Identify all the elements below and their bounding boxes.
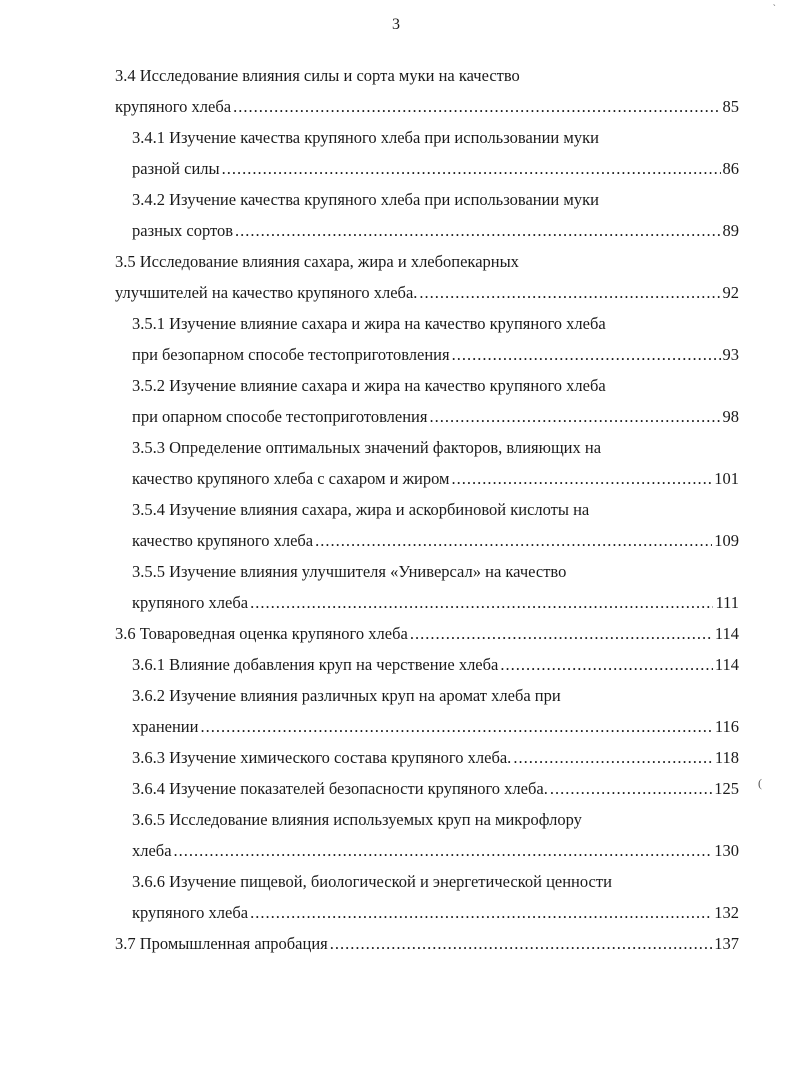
toc-entry-title-line: крупяного хлеба	[132, 903, 249, 922]
toc-entry	[115, 773, 739, 804]
toc-entry	[115, 680, 739, 742]
toc-entry-title-line: 3.6.5 Исследование влияния используемых круп на микрофлору	[132, 810, 582, 829]
toc-entry-last-line	[115, 618, 739, 649]
toc-entry	[115, 649, 739, 680]
dot-leader	[315, 525, 712, 556]
toc-entry-title-line: крупяного хлеба	[132, 593, 249, 612]
toc-entry-page-number: 101	[714, 469, 739, 488]
toc-entry-title-line: качество крупяного хлеба с сахаром и жиром	[132, 469, 450, 488]
toc-entry-page-number: 132	[714, 903, 739, 922]
toc-entry-title-line: 3.7 Промышленная апробация	[115, 934, 328, 953]
toc-entry-last-line	[132, 463, 739, 494]
toc-entry-title-line: разных сортов	[132, 221, 234, 240]
toc-entry-title-line: 3.4 Исследование влияния силы и сорта муки на качество	[115, 66, 520, 85]
toc-entry-title-line: 3.6.6 Изучение пищевой, биологической и энергетической ценности	[132, 872, 612, 891]
toc-entry-title-line: 3.6 Товароведная оценка крупяного хлеба	[115, 624, 408, 643]
toc-entry	[115, 308, 739, 370]
toc-entry-last-line	[132, 401, 739, 432]
toc-entry	[115, 370, 739, 432]
dot-leader	[222, 153, 721, 184]
toc-entry-page-number: 114	[714, 624, 739, 643]
toc-entry-title-line: 3.6.1 Влияние добавления круп на черствение хлеба	[132, 655, 499, 674]
dot-leader	[419, 277, 720, 308]
toc-entry-title-line: 3.6.2 Изучение влияния различных круп на аромат хлеба при	[132, 686, 561, 705]
toc-entry-title-line: при опарном способе тестоприготовления	[132, 407, 428, 426]
toc-entry	[115, 556, 739, 618]
dot-leader	[233, 91, 720, 122]
toc-entry	[115, 246, 739, 308]
toc-entry-last-line	[132, 215, 739, 246]
toc-entry-title-line: 3.5.4 Изучение влияния сахара, жира и аскорбиновой кислоты на	[132, 500, 590, 519]
toc-entry-page-number: 93	[722, 345, 739, 364]
toc-entry-last-line	[132, 742, 739, 773]
toc-entry-last-line	[132, 587, 739, 618]
toc-entry-title-line: 3.5.3 Определение оптимальных значений факторов, влияющих на	[132, 438, 602, 457]
toc-entry	[115, 494, 739, 556]
toc-entry-last-line	[115, 91, 739, 122]
toc-entry-title-line: 3.4.2 Изучение качества крупяного хлеба при использовании муки	[132, 190, 599, 209]
dot-leader	[452, 339, 721, 370]
toc-entry-title-line: хранении	[132, 717, 199, 736]
toc-entry-page-number: 118	[714, 748, 739, 767]
toc-entry-last-line	[132, 897, 739, 928]
toc-entry-page-number: 89	[722, 221, 739, 240]
toc-entry-last-line	[132, 153, 739, 184]
toc-entry	[115, 618, 739, 649]
dot-leader	[174, 835, 713, 866]
toc-entry	[115, 432, 739, 494]
toc-entry-title-line: 3.6.4 Изучение показателей безопасности крупяного хлеба.	[132, 779, 548, 798]
toc-entry-page-number: 125	[714, 779, 739, 798]
toc-entry	[115, 60, 739, 122]
toc-entry-title-line: улучшителей на качество крупяного хлеба.	[115, 283, 418, 302]
toc-entry-title-line: 3.6.3 Изучение химического состава крупяного хлеба.	[132, 748, 512, 767]
toc-entry-page-number: 86	[722, 159, 739, 178]
toc-entry-title-line: крупяного хлеба	[115, 97, 232, 116]
dot-leader	[451, 463, 712, 494]
toc-entry-last-line	[132, 773, 739, 804]
scan-mark-right: (	[758, 776, 762, 790]
dot-leader	[429, 401, 720, 432]
toc-entry	[115, 184, 739, 246]
dot-leader	[250, 587, 713, 618]
toc-entry-title-line: разной силы	[132, 159, 220, 178]
toc-entry-page-number: 114	[714, 655, 739, 674]
toc-entry	[115, 866, 739, 928]
toc-entry-page-number: 109	[714, 531, 739, 550]
toc-entry-last-line	[132, 649, 739, 680]
toc-entry-page-number: 130	[714, 841, 739, 860]
toc-entry-page-number: 85	[722, 97, 739, 116]
dot-leader	[500, 649, 713, 680]
toc-entry-page-number: 137	[714, 934, 739, 953]
toc-entry-title-line: 3.5.5 Изучение влияния улучшителя «Универсал» на качество	[132, 562, 567, 581]
toc-entry	[115, 804, 739, 866]
dot-leader	[330, 928, 713, 959]
toc-entry	[115, 122, 739, 184]
toc-entry-last-line	[132, 339, 739, 370]
toc-entry-title-line: качество крупяного хлеба	[132, 531, 314, 550]
dot-leader	[200, 711, 712, 742]
toc-entry-title-line: при безопарном способе тестоприготовления	[132, 345, 450, 364]
toc-entry-title-line: 3.5.1 Изучение влияние сахара и жира на качество крупяного хлеба	[132, 314, 606, 333]
dot-leader	[513, 742, 713, 773]
toc-entry-title-line: 3.4.1 Изучение качества крупяного хлеба при использовании муки	[132, 128, 599, 147]
toc-entry-last-line	[132, 835, 739, 866]
toc-entry-last-line	[132, 525, 739, 556]
dot-leader	[550, 773, 712, 804]
toc-entry	[115, 928, 739, 959]
toc-entry-last-line	[132, 711, 739, 742]
dot-leader	[410, 618, 713, 649]
toc-entry	[115, 742, 739, 773]
table-of-contents	[115, 60, 739, 959]
toc-entry-last-line	[115, 928, 739, 959]
dot-leader	[235, 215, 720, 246]
toc-entry-title-line: 3.5 Исследование влияния сахара, жира и хлебопекарных	[115, 252, 519, 271]
toc-entry-page-number: 116	[714, 717, 739, 736]
dot-leader	[250, 897, 712, 928]
toc-entry-page-number: 98	[722, 407, 739, 426]
toc-entry-last-line	[115, 277, 739, 308]
toc-entry-title-line: 3.5.2 Изучение влияние сахара и жира на качество крупяного хлеба	[132, 376, 606, 395]
page-number: 3	[392, 16, 400, 33]
toc-entry-title-line: хлеба	[132, 841, 172, 860]
toc-entry-page-number: 111	[715, 593, 739, 612]
scan-mark-top-right: `	[772, 4, 776, 15]
toc-entry-page-number: 92	[722, 283, 739, 302]
